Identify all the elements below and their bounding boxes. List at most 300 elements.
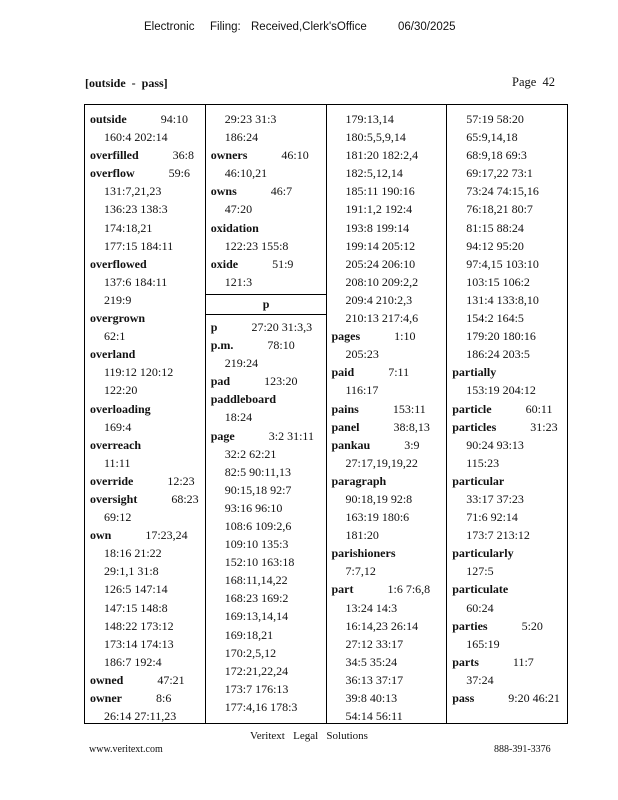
- index-refs: 68:23: [171, 491, 199, 506]
- index-refs: 119:12 120:12: [104, 365, 174, 380]
- index-refs: 27:17,19,19,22: [345, 455, 418, 470]
- index-refs: 36:13 37:17: [345, 672, 404, 687]
- index-refs: 7:11: [388, 365, 410, 380]
- index-continuation: [211, 607, 326, 625]
- index-refs: 17:23,24: [145, 528, 188, 543]
- index-refs: 180:5,5,9,14: [345, 130, 406, 145]
- index-refs: 26:14 27:11,23: [104, 709, 177, 723]
- index-refs: 179:13,14: [345, 112, 394, 126]
- footer-website: www.veritext.com: [89, 744, 163, 755]
- index-term: owners: [210, 148, 248, 163]
- index-term: owner: [90, 691, 122, 705]
- index-term: pad: [210, 374, 231, 389]
- index-refs: 131:4 133:8,10: [466, 292, 539, 307]
- index-continuation: [90, 291, 205, 309]
- index-refs: 168:23 169:2: [224, 591, 289, 606]
- index-term: part: [331, 582, 354, 597]
- index-entry: [90, 345, 205, 363]
- index-refs: 90:24 93:13: [466, 437, 524, 452]
- index-continuation: [452, 309, 567, 327]
- index-continuation: [452, 345, 567, 363]
- index-refs: 1:10: [394, 329, 416, 344]
- index-continuation: [211, 481, 326, 499]
- index-continuation: [332, 562, 447, 580]
- index-continuation: [332, 219, 447, 237]
- index-refs: 32:2 62:21: [224, 446, 277, 461]
- index-continuation: [211, 128, 326, 146]
- index-refs: 3:9: [404, 437, 420, 452]
- index-refs: 219:24: [224, 356, 259, 371]
- index-continuation: [211, 680, 326, 698]
- index-refs: 97:4,15 103:10: [466, 256, 539, 271]
- index-continuation: [90, 381, 205, 399]
- index-continuation: [211, 589, 326, 607]
- index-term: pages: [331, 329, 361, 344]
- index-continuation: [332, 182, 447, 200]
- filing-stamp-part3: Received,Clerk'sOffice: [251, 21, 367, 33]
- index-continuation: [211, 626, 326, 644]
- index-entry: [452, 544, 567, 562]
- index-continuation: [332, 689, 447, 707]
- index-continuation: [332, 128, 447, 146]
- index-term: overreach: [90, 437, 142, 452]
- index-refs: 38:8,13: [393, 419, 430, 434]
- index-continuation: [211, 110, 326, 128]
- index-continuation: [332, 273, 447, 291]
- index-refs: 185:11 190:16: [345, 184, 415, 199]
- index-refs: 7:7,12: [345, 564, 376, 579]
- index-term: own: [90, 528, 112, 543]
- index-continuation: [211, 237, 326, 255]
- index-continuation: [211, 517, 326, 535]
- index-continuation: [332, 599, 447, 617]
- index-continuation: [452, 508, 567, 526]
- index-continuation: [452, 273, 567, 291]
- index-refs: 174:18,21: [104, 220, 153, 235]
- index-refs: 94:10: [160, 112, 189, 126]
- index-refs: 78:10: [267, 338, 295, 353]
- index-continuation: [452, 200, 567, 218]
- footer-company: Veritext Legal Solutions: [250, 730, 368, 742]
- index-refs: 46:7: [270, 184, 293, 199]
- index-entry: [332, 544, 447, 562]
- index-refs: 76:18,21 80:7: [466, 202, 533, 217]
- index-refs: 90:18,19 92:8: [345, 491, 413, 506]
- index-refs: 219:9: [104, 292, 132, 307]
- index-refs: 210:13 217:4,6: [345, 311, 419, 326]
- index-refs: 11:7: [512, 654, 534, 669]
- index-refs: 181:20 182:2,4: [345, 148, 419, 163]
- index-refs: 199:14 205:12: [345, 238, 416, 253]
- index-entry: [90, 526, 205, 544]
- index-table: [84, 104, 568, 724]
- index-continuation: [332, 291, 447, 309]
- index-refs: 27:20 31:3,3: [251, 319, 313, 334]
- index-continuation: [452, 671, 567, 689]
- index-refs: 109:10 135:3: [224, 537, 289, 552]
- index-continuation: [211, 662, 326, 680]
- index-refs: 46:10,21: [224, 166, 268, 181]
- index-refs: 147:15 148:8: [104, 600, 168, 615]
- index-refs: 71:6 92:14: [466, 510, 518, 525]
- index-continuation: [90, 219, 205, 237]
- index-refs: 9:20 46:21: [508, 691, 560, 705]
- index-entry: [90, 671, 205, 689]
- index-entry: [332, 400, 447, 418]
- index-refs: 60:24: [466, 600, 494, 615]
- index-continuation: [452, 490, 567, 508]
- index-refs: 186:24: [224, 130, 259, 145]
- index-refs: 123:20: [264, 374, 298, 389]
- index-continuation: [90, 237, 205, 255]
- index-refs: 182:5,12,14: [345, 166, 403, 181]
- index-entry: [452, 472, 567, 490]
- index-refs: 29:1,1 31:8: [104, 564, 159, 579]
- index-continuation: [211, 571, 326, 589]
- index-continuation: [90, 562, 205, 580]
- index-entry: [452, 580, 567, 598]
- index-refs: 205:24 206:10: [345, 256, 416, 271]
- index-continuation: [211, 463, 326, 481]
- index-refs: 5:20: [521, 618, 543, 633]
- index-entry: [90, 110, 205, 128]
- index-continuation: [211, 354, 326, 372]
- index-refs: 60:11: [525, 401, 553, 416]
- index-term: parishioners: [331, 546, 396, 561]
- index-refs: 186:24 203:5: [466, 347, 530, 362]
- index-refs: 165:19: [466, 636, 500, 651]
- index-continuation: [90, 200, 205, 218]
- index-term: owned: [90, 672, 124, 687]
- index-refs: 122:20: [104, 383, 138, 398]
- index-column: [446, 105, 567, 723]
- index-term: oxidation: [210, 220, 259, 235]
- index-continuation: [211, 535, 326, 553]
- filing-stamp-date: 06/30/2025: [398, 21, 456, 33]
- index-continuation: [332, 146, 447, 164]
- index-refs: 36:8: [172, 148, 194, 163]
- index-entry: [211, 390, 326, 408]
- index-refs: 170:2,5,12: [224, 645, 277, 660]
- index-refs: 59:6: [168, 166, 190, 181]
- index-continuation: [90, 418, 205, 436]
- index-refs: 169:13,14,14: [224, 609, 289, 624]
- index-term: p.m.: [210, 338, 234, 353]
- index-continuation: [332, 345, 447, 363]
- index-term: overgrown: [90, 311, 146, 326]
- index-refs: 51:9: [272, 256, 294, 271]
- index-continuation: [90, 128, 205, 146]
- index-entry: [90, 164, 205, 182]
- index-refs: 126:5 147:14: [104, 582, 168, 597]
- index-entry: [90, 436, 205, 454]
- index-refs: 34:5 35:24: [345, 654, 398, 669]
- page-number: Page 42: [512, 75, 556, 89]
- index-refs: 186:7 192:4: [104, 654, 162, 669]
- index-refs: 131:7,21,23: [104, 184, 162, 199]
- index-term: particular: [452, 473, 505, 488]
- index-refs: 90:15,18 92:7: [224, 482, 292, 497]
- index-entry: [332, 436, 447, 454]
- index-refs: 169:4: [104, 419, 132, 434]
- index-refs: 168:11,14,22: [224, 573, 288, 588]
- index-refs: 153:19 204:12: [466, 383, 536, 398]
- index-continuation: [211, 200, 326, 218]
- index-continuation: [332, 255, 447, 273]
- index-refs: 69:17,22 73:1: [466, 166, 533, 181]
- index-refs: 177:4,16 178:3: [224, 699, 298, 714]
- index-entry: [211, 146, 326, 164]
- index-continuation: [332, 671, 447, 689]
- index-refs: 1:6 7:6,8: [387, 582, 431, 597]
- index-entry: [332, 580, 447, 598]
- index-term: oversight: [90, 491, 138, 506]
- index-continuation: [452, 128, 567, 146]
- index-term: particulate: [452, 582, 509, 597]
- index-term: overfilled: [90, 148, 139, 163]
- filing-stamp-part2: Filing:: [210, 21, 241, 33]
- index-continuation: [332, 707, 447, 723]
- index-continuation: [452, 110, 567, 128]
- index-continuation: [90, 273, 205, 291]
- index-refs: 108:6 109:2,6: [224, 518, 292, 533]
- index-refs: 46:10: [281, 148, 309, 163]
- index-refs: 29:23 31:3: [224, 112, 277, 126]
- index-term: particle: [452, 401, 492, 416]
- index-term: partially: [452, 365, 497, 380]
- index-continuation: [90, 454, 205, 472]
- index-continuation: [90, 580, 205, 598]
- index-refs: 69:12: [104, 510, 132, 525]
- index-term: outside: [90, 112, 127, 126]
- index-column: [205, 105, 326, 723]
- index-refs: 173:14 174:13: [104, 636, 174, 651]
- index-refs: 81:15 88:24: [466, 220, 524, 235]
- index-refs: 103:15 106:2: [466, 274, 530, 289]
- index-continuation: [332, 653, 447, 671]
- index-continuation: [452, 291, 567, 309]
- index-refs: 160:4 202:14: [104, 130, 168, 145]
- index-refs: 127:5: [466, 564, 494, 579]
- index-entry: [211, 219, 326, 237]
- index-continuation: [452, 219, 567, 237]
- index-entry: [211, 427, 326, 445]
- index-refs: 54:14 56:11: [345, 709, 403, 723]
- index-refs: 39:8 40:13: [345, 691, 398, 705]
- index-column: [85, 105, 205, 723]
- index-entry: [90, 689, 205, 707]
- index-refs: 65:9,14,18: [466, 130, 518, 145]
- index-continuation: [452, 237, 567, 255]
- index-refs: 116:17: [345, 383, 379, 398]
- index-continuation: [211, 499, 326, 517]
- index-entry: [452, 400, 567, 418]
- index-term: pankau: [331, 437, 371, 452]
- index-continuation: [332, 200, 447, 218]
- index-refs: 82:5 90:11,13: [224, 464, 291, 479]
- index-refs: 122:23 155:8: [224, 238, 289, 253]
- index-term: particles: [452, 419, 497, 434]
- index-continuation: [332, 237, 447, 255]
- index-term: pains: [331, 401, 359, 416]
- index-refs: 179:20 180:16: [466, 329, 536, 344]
- index-continuation: [452, 381, 567, 399]
- index-refs: 73:24 74:15,16: [466, 184, 539, 199]
- index-continuation: [452, 454, 567, 472]
- index-continuation: [452, 146, 567, 164]
- index-refs: 208:10 209:2,2: [345, 274, 419, 289]
- index-term: oxide: [210, 256, 239, 271]
- index-continuation: [211, 273, 326, 291]
- index-refs: 209:4 210:2,3: [345, 292, 413, 307]
- index-entry: [90, 490, 205, 508]
- index-refs: 47:20: [224, 202, 253, 217]
- index-refs: 18:16 21:22: [104, 546, 162, 561]
- index-entry: [452, 689, 567, 707]
- index-continuation: [90, 544, 205, 562]
- index-continuation: [211, 164, 326, 182]
- index-term: parties: [452, 618, 488, 633]
- index-entry: [332, 418, 447, 436]
- index-term: owns: [210, 184, 237, 199]
- index-continuation: [332, 381, 447, 399]
- index-entry: [332, 363, 447, 381]
- index-refs: 93:16 96:10: [224, 500, 283, 515]
- index-continuation: [452, 635, 567, 653]
- index-refs: 153:11: [392, 401, 426, 416]
- index-continuation: [452, 436, 567, 454]
- index-refs: 152:10 163:18: [224, 555, 295, 570]
- index-refs: 33:17 37:23: [466, 491, 524, 506]
- index-continuation: [90, 182, 205, 200]
- index-refs: 115:23: [466, 455, 500, 470]
- index-continuation: [332, 490, 447, 508]
- index-refs: 177:15 184:11: [104, 238, 174, 253]
- index-continuation: [211, 644, 326, 662]
- index-entry: [90, 255, 205, 273]
- index-refs: 173:7 213:12: [466, 528, 530, 543]
- index-entry: [90, 146, 205, 164]
- index-continuation: [452, 255, 567, 273]
- index-continuation: [90, 363, 205, 381]
- index-refs: 205:23: [345, 347, 379, 362]
- index-refs: 8:6: [156, 691, 172, 705]
- index-term: override: [90, 473, 134, 488]
- index-column: [326, 105, 447, 723]
- index-continuation: [452, 182, 567, 200]
- index-refs: 11:11: [104, 455, 131, 470]
- index-refs: 136:23 138:3: [104, 202, 168, 217]
- index-term: paddleboard: [210, 392, 277, 407]
- index-refs: 191:1,2 192:4: [345, 202, 413, 217]
- index-entry: [90, 309, 205, 327]
- filing-stamp-part1: Electronic: [144, 21, 195, 33]
- index-refs: 27:12 33:17: [345, 636, 404, 651]
- index-entry: [332, 472, 447, 490]
- index-entry: [452, 617, 567, 635]
- index-continuation: [332, 454, 447, 472]
- index-entry: [211, 372, 326, 390]
- index-continuation: [211, 553, 326, 571]
- section-letter-heading: p: [206, 294, 326, 315]
- index-term: panel: [331, 419, 360, 434]
- index-entry: [211, 336, 326, 354]
- index-entry: [452, 363, 567, 381]
- index-refs: 193:8 199:14: [345, 220, 410, 235]
- index-term: p: [210, 319, 218, 334]
- index-continuation: [90, 599, 205, 617]
- index-term: parts: [452, 654, 479, 669]
- index-continuation: [90, 617, 205, 635]
- index-entry: [211, 318, 326, 336]
- index-refs: 18:24: [224, 410, 253, 425]
- index-entry: [90, 400, 205, 418]
- index-refs: 173:7 176:13: [224, 681, 289, 696]
- index-refs: 148:22 173:12: [104, 618, 174, 633]
- index-term: overflowed: [90, 256, 147, 271]
- index-term: page: [210, 428, 235, 443]
- index-refs: 16:14,23 26:14: [345, 618, 419, 633]
- footer-phone: 888-391-3376: [494, 744, 551, 755]
- index-refs: 169:18,21: [224, 627, 274, 642]
- index-continuation: [452, 164, 567, 182]
- index-entry: [332, 327, 447, 345]
- index-continuation: [332, 617, 447, 635]
- index-entry: [452, 653, 567, 671]
- index-entry: [211, 255, 326, 273]
- index-refs: 68:9,18 69:3: [466, 148, 527, 163]
- index-refs: 163:19 180:6: [345, 510, 410, 525]
- index-term: overloading: [90, 401, 151, 416]
- index-continuation: [90, 327, 205, 345]
- index-term: overflow: [90, 166, 135, 181]
- index-refs: 181:20: [345, 528, 379, 543]
- index-entry: [90, 472, 205, 490]
- index-term: paid: [331, 365, 355, 380]
- index-refs: 94:12 95:20: [466, 238, 524, 253]
- index-refs: 154:2 164:5: [466, 311, 524, 326]
- index-entry: [211, 182, 326, 200]
- index-refs: 62:1: [104, 329, 126, 344]
- index-continuation: [332, 110, 447, 128]
- index-continuation: [211, 445, 326, 463]
- index-refs: 13:24 14:3: [345, 600, 398, 615]
- index-continuation: [332, 309, 447, 327]
- index-continuation: [211, 408, 326, 426]
- index-continuation: [332, 508, 447, 526]
- index-refs: 57:19 58:20: [466, 112, 524, 126]
- index-refs: 12:23: [167, 473, 195, 488]
- index-range: [outside - pass]: [85, 76, 168, 90]
- index-refs: 121:3: [224, 274, 253, 289]
- index-refs: 47:21: [157, 672, 185, 687]
- index-refs: 172:21,22,24: [224, 663, 289, 678]
- index-continuation: [452, 526, 567, 544]
- index-continuation: [332, 526, 447, 544]
- index-continuation: [90, 653, 205, 671]
- index-continuation: [332, 635, 447, 653]
- index-continuation: [452, 562, 567, 580]
- index-continuation: [90, 508, 205, 526]
- index-entry: [452, 418, 567, 436]
- index-refs: 3:2 31:11: [268, 428, 314, 443]
- index-continuation: [452, 599, 567, 617]
- index-term: overland: [90, 347, 136, 362]
- index-refs: 37:24: [466, 672, 494, 687]
- index-term: paragraph: [331, 473, 387, 488]
- index-continuation: [90, 707, 205, 723]
- index-continuation: [90, 635, 205, 653]
